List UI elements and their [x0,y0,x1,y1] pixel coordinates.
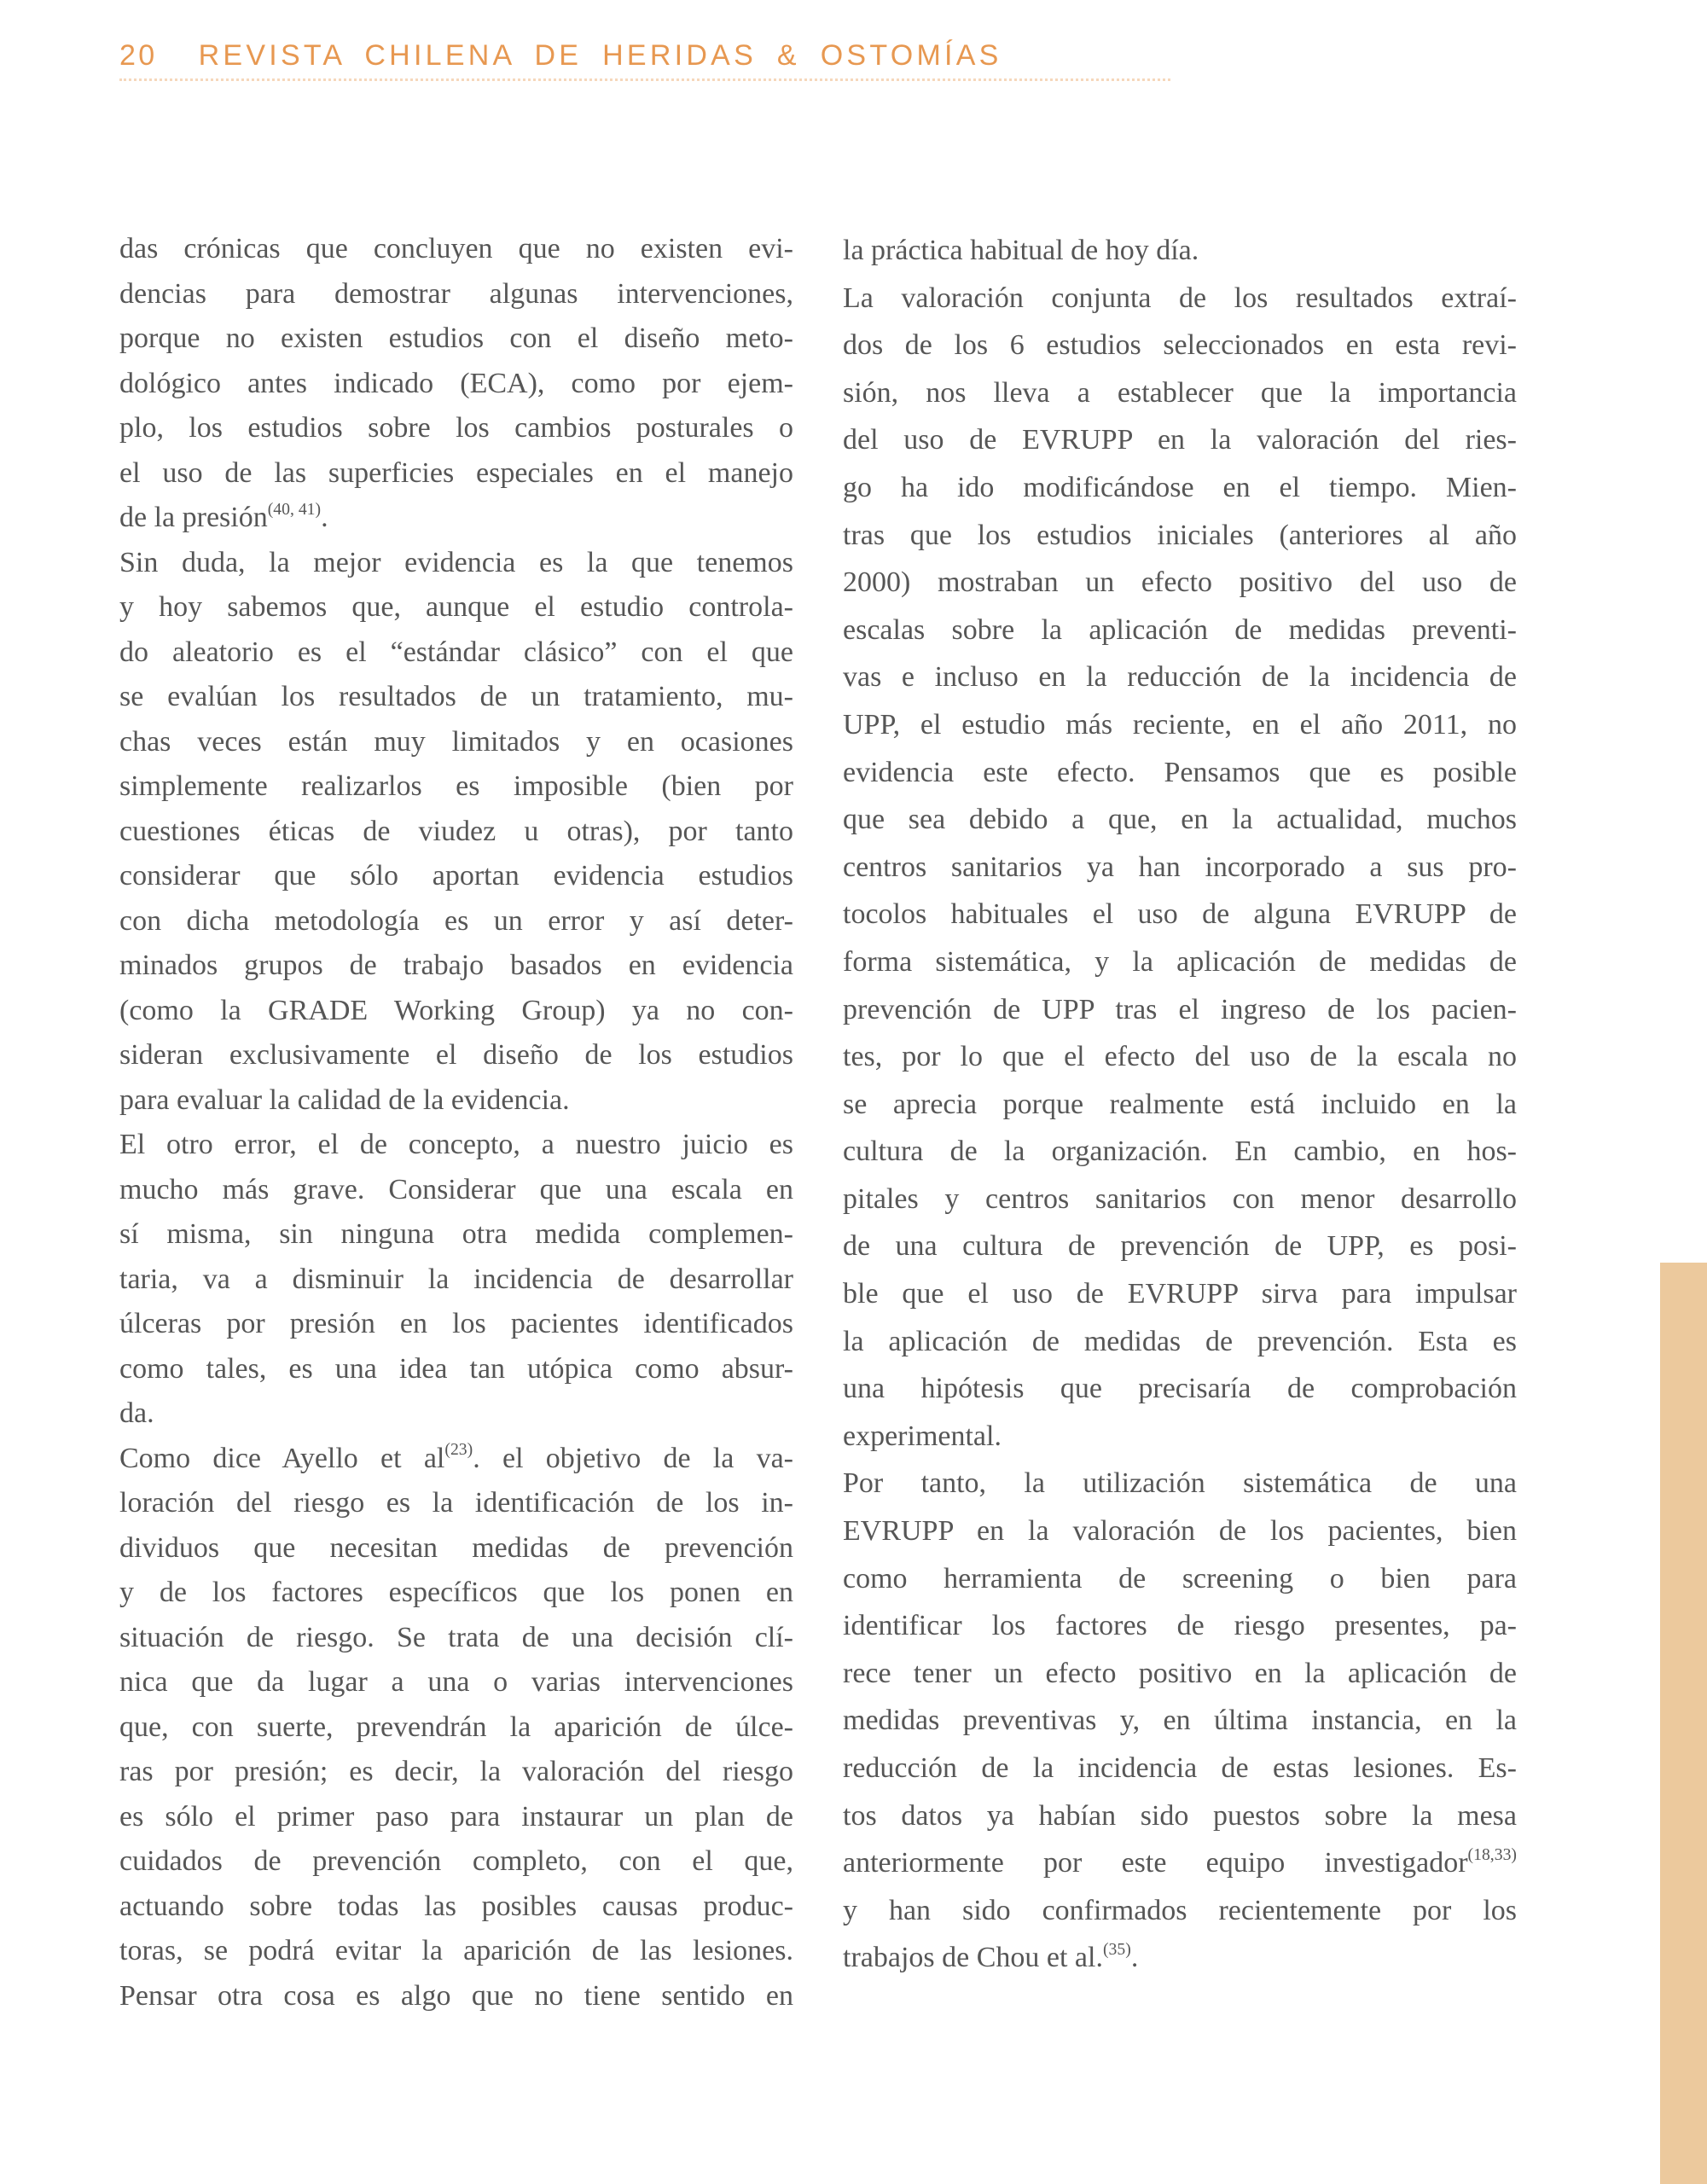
text-line: Pensar otra cosa es algo que no tiene sentido en [119,1979,793,2012]
text-line: como tales, es una idea tan utópica como absur- [119,1352,793,1385]
text-line: que, con suerte, prevendrán la aparición de úlce- [119,1711,793,1743]
text-line: da. [119,1397,154,1429]
text-line: go ha ido modificándose en el tiempo. Mien- [843,471,1517,503]
text-line: la aplicación de medidas de prevención. Esta es [843,1325,1517,1357]
text-line: cuidados de prevención completo, con el que, [119,1845,793,1877]
text-line: escalas sobre la aplicación de medidas preventi- [843,613,1517,646]
text-line: se evalúan los resultados de un tratamiento, mu- [119,681,793,712]
text-line: anteriormente por este equipo investigador$^{(18,33)}$ [843,1844,1517,1879]
text-line: y de los factores específicos que los ponen en [119,1577,793,1608]
text-line: vas e incluso en la reducción de la incidencia de [843,661,1517,694]
text-line: Sin duda, la mejor evidencia es la que tenemos [119,546,793,578]
text-line: de una cultura de prevención de UPP, es posi- [843,1230,1517,1263]
text-line: nica que da lugar a una o varias intervenciones [119,1666,793,1698]
text-line: dencias para demostrar algunas intervenciones, [119,277,793,310]
text-line: evidencia este efecto. Pensamos que es posible [843,756,1517,788]
text-line: el uso de las superficies especiales en el manejo [119,456,793,489]
text-line: minados grupos de trabajo basados en evidencia [119,950,793,981]
text-line: sí misma, sin ninguna otra medida complemen- [119,1218,793,1250]
text-line: con dicha metodología es un error y así deter- [119,904,793,937]
text-line: forma sistemática, y la aplicación de medidas de [843,945,1517,978]
text-line: considerar que sólo aportan evidencia estudios [119,860,793,892]
text-line: taria, va a disminuir la incidencia de desarrollar [119,1263,793,1295]
text-line: experimental. [843,1420,1002,1452]
text-line: reducción de la incidencia de estas lesiones. Es- [843,1752,1517,1784]
text-line: actuando sobre todas las posibles causas produc- [119,1890,793,1922]
text-line: es sólo el primer paso para instaurar un plan de [119,1800,793,1833]
text-line: plo, los estudios sobre los cambios posturales o [119,412,793,444]
text-line: que sea debido a que, en la actualidad, muchos [843,804,1517,836]
text-line: ble que el uso de EVRUPP sirva para impulsar [843,1278,1517,1310]
text-line: medidas preventivas y, en última instancia, en la [843,1705,1517,1737]
text-line: loración del riesgo es la identificación de los in- [119,1487,793,1519]
right-column [843,227,1517,1982]
text-line: 2000) mostraban un efecto positivo del uso de [843,566,1517,599]
citation-superscript: (18,33) [1467,1844,1517,1864]
text-line: sión, nos lleva a establecer que la importancia [843,376,1517,409]
text-line: El otro error, el de concepto, a nuestro juicio es [119,1129,793,1160]
text-line: tras que los estudios iniciales (anteriores al año [843,519,1517,551]
text-line: La valoración conjunta de los resultados extraí- [843,282,1517,314]
page-header [119,39,1002,73]
text-line: mucho más grave. Considerar que una escala en [119,1173,793,1205]
journal-title: REVISTA CHILENA DE HERIDAS & OSTOMÍAS [198,39,1002,72]
citation-superscript: (40, 41) [267,499,322,519]
text-line: UPP, el estudio más reciente, en el año 2011, no [843,708,1517,741]
text-line: del uso de EVRUPP en la valoración del ries- [843,424,1517,456]
text-line: tocolos habituales el uso de alguna EVRUPP de [843,898,1517,931]
text-line: cultura de la organización. En cambio, en hos- [843,1136,1517,1168]
text-line: como herramienta de screening o bien para [843,1562,1517,1594]
text-line: toras, se podrá evitar la aparición de las lesiones. [119,1935,793,1966]
text-line: Como dice Ayello et $al^{(23)}$. el objetivo de la va- [119,1440,793,1474]
text-line: úlceras por presión en los pacientes identificados [119,1308,793,1339]
citation-superscript: (23) [444,1440,473,1460]
text-line: la práctica habitual de hoy día. [843,235,1199,266]
text-line: centros sanitarios ya han incorporado a sus pro- [843,851,1517,883]
text-line: una hipótesis que precisaría de comprobación [843,1373,1517,1405]
citation-superscript: (35) [1102,1940,1131,1960]
text-line: simplemente realizarlos es imposible (bien por [119,770,793,802]
section-color-tab [1660,1263,1707,2184]
text-line: tes, por lo que el efecto del uso de la escala no [843,1041,1517,1073]
text-line: sideran exclusivamente el diseño de los estudios [119,1039,793,1071]
text-line: de la presión$^{(40, 41)}$. [119,499,328,533]
header-rule [119,78,1170,81]
text-line: y han sido confirmados recientemente por los [843,1894,1517,1926]
text-line: rece tener un efecto positivo en la aplicación de [843,1657,1517,1689]
text-line: trabajos de Chou et al.$^{(35)}$. [843,1940,1139,1974]
text-line: dos de los 6 estudios seleccionados en esta revi- [843,329,1517,362]
text-line: (como la GRADE Working Group) ya no con- [119,994,793,1026]
text-line: prevención de UPP tras el ingreso de los pacien- [843,993,1517,1025]
text-line: EVRUPP en la valoración de los pacientes, bien [843,1515,1517,1548]
text-line: chas veces están muy limitados y en ocasiones [119,725,793,758]
text-line: das crónicas que concluyen que no existen evi- [119,233,793,264]
text-line: dividuos que necesitan medidas de prevención [119,1531,793,1564]
text-line: cuestiones éticas de viudez u otras), por tanto [119,815,793,847]
text-line: dológico antes indicado (ECA), como por ejem- [119,367,793,399]
text-line: pitales y centros sanitarios con menor desarrollo [843,1182,1517,1215]
text-line: ras por presión; es decir, la valoración del riesgo [119,1756,793,1787]
text-line: y hoy sabemos que, aunque el estudio controla- [119,591,793,623]
text-line: identificar los factores de riesgo presentes, pa- [843,1610,1517,1642]
page-number: 20 [119,39,158,72]
left-column [119,227,793,2018]
text-line: situación de riesgo. Se trata de una decisión clí- [119,1621,793,1653]
text-line: do aleatorio es el “estándar clásico” con el que [119,636,793,668]
text-line: se aprecia porque realmente está incluido en la [843,1088,1517,1120]
text-line: tos datos ya habían sido puestos sobre la mesa [843,1799,1517,1832]
text-line: para evaluar la calidad de la evidencia. [119,1083,570,1116]
text-line: Por tanto, la utilización sistemática de una [843,1467,1517,1500]
text-line: porque no existen estudios con el diseño meto- [119,322,793,354]
